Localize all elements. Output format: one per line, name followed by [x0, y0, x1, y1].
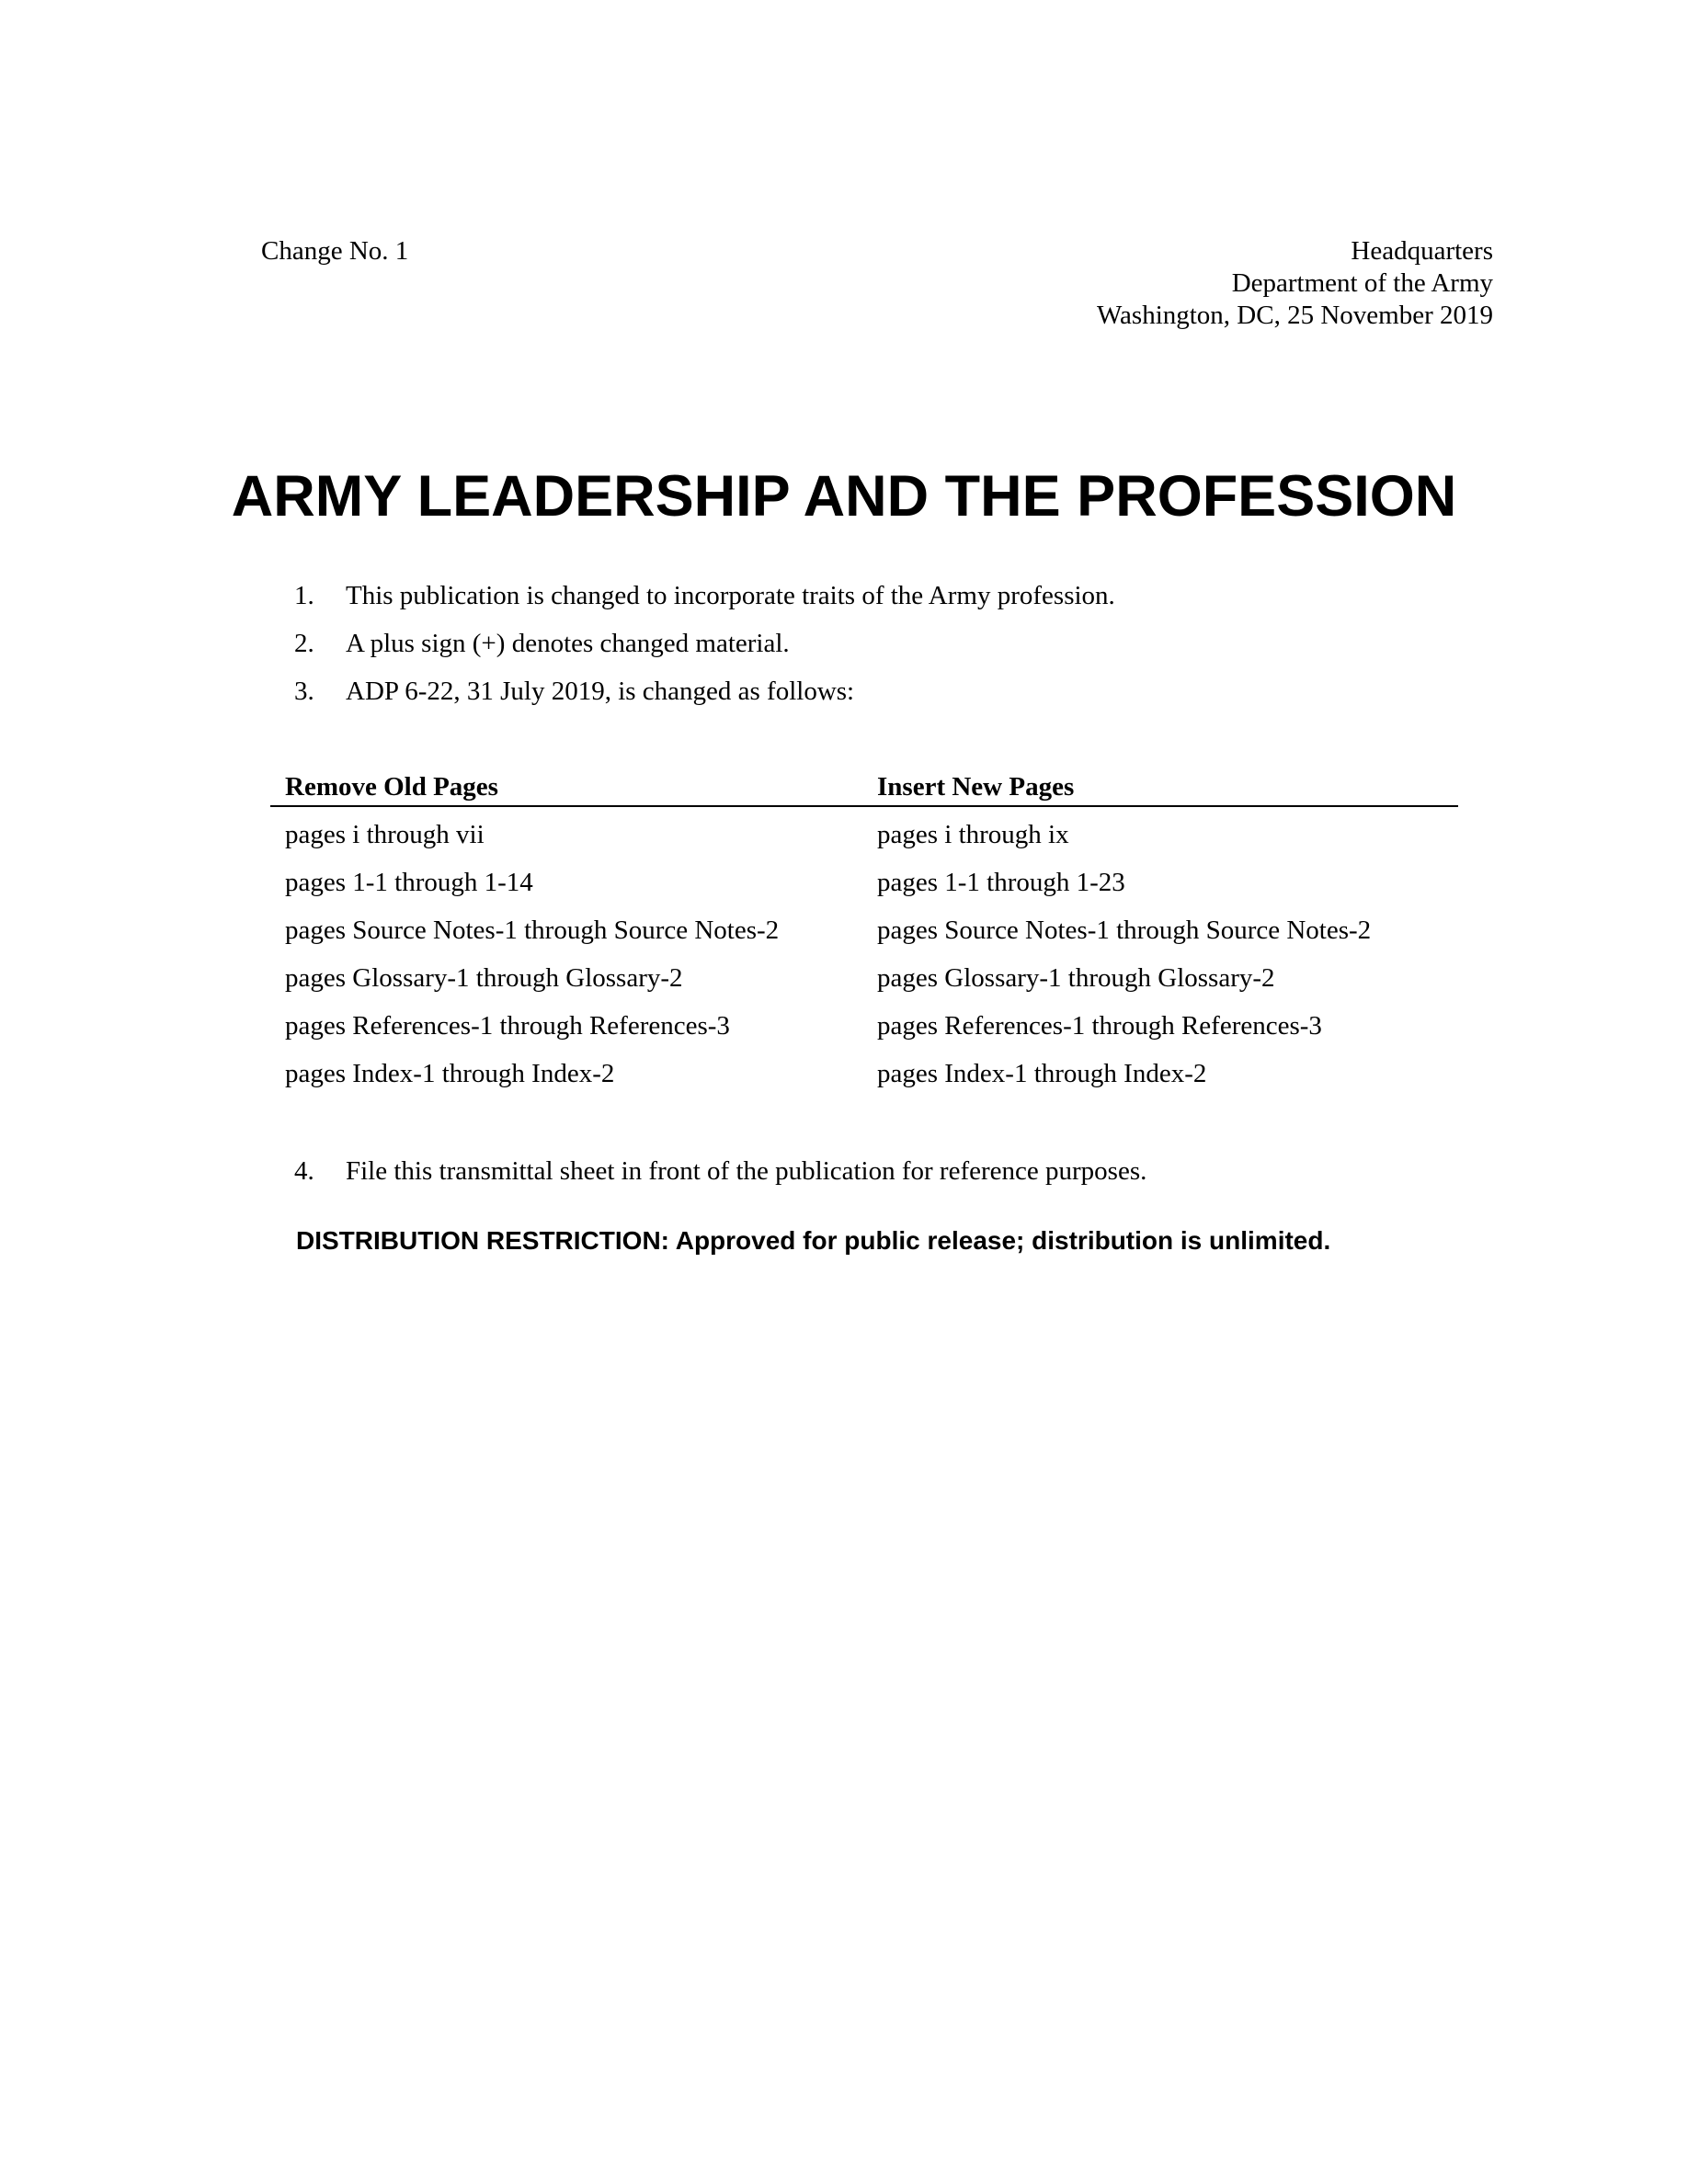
remove-pages-cell: pages i through vii	[285, 820, 485, 849]
list-item	[294, 625, 1115, 673]
hq-line-department: Department of the Army	[1231, 268, 1493, 298]
table-row	[270, 1002, 1458, 1050]
list-item-file-instruction	[294, 1153, 1146, 1189]
list-item-number: 1.	[294, 581, 314, 610]
numbered-list	[294, 577, 1115, 721]
insert-pages-cell: pages Source Notes-1 through Source Notes-2	[877, 916, 1372, 945]
hq-line-location-date: Washington, DC, 25 November 2019	[1096, 301, 1493, 330]
pages-change-table	[270, 767, 1458, 1098]
insert-pages-cell: pages Glossary-1 through Glossary-2	[877, 963, 1275, 993]
remove-pages-cell: pages Index-1 through Index-2	[285, 1059, 615, 1088]
list-item-number: 4.	[294, 1156, 314, 1186]
remove-pages-cell: pages Glossary-1 through Glossary-2	[285, 963, 683, 993]
insert-pages-cell: pages 1-1 through 1-23	[877, 868, 1125, 897]
hq-line-headquarters: Headquarters	[1351, 236, 1493, 266]
list-item	[294, 577, 1115, 625]
list-item-text: A plus sign (+) denotes changed material.	[346, 629, 790, 658]
table-row	[270, 859, 1458, 906]
list-item	[294, 673, 1115, 721]
table-row	[270, 906, 1458, 954]
list-item-number: 3.	[294, 677, 314, 706]
insert-pages-cell: pages Index-1 through Index-2	[877, 1059, 1207, 1088]
insert-pages-cell: pages i through ix	[877, 820, 1069, 849]
table-row	[270, 806, 1458, 859]
list-item-number: 2.	[294, 629, 314, 658]
list-item-text: ADP 6-22, 31 July 2019, is changed as follows:	[346, 677, 855, 706]
remove-pages-cell: pages 1-1 through 1-14	[285, 868, 533, 897]
change-number: Change No. 1	[261, 236, 409, 266]
remove-pages-cell: pages Source Notes-1 through Source Notes-2	[285, 916, 780, 945]
column-header-remove: Remove Old Pages	[270, 767, 862, 806]
table-row	[270, 954, 1458, 1002]
insert-pages-cell: pages References-1 through References-3	[877, 1011, 1322, 1041]
distribution-restriction: DISTRIBUTION RESTRICTION: Approved for public release; distribution is unlimited.	[296, 1226, 1331, 1255]
page-title: ARMY LEADERSHIP AND THE PROFESSION	[231, 464, 1457, 529]
remove-pages-cell: pages References-1 through References-3	[285, 1011, 730, 1041]
list-item-text: This publication is changed to incorporate traits of the Army profession.	[346, 581, 1115, 610]
headquarters-block	[1097, 235, 1493, 332]
table-row	[270, 1050, 1458, 1098]
list-item-text: File this transmittal sheet in front of the publication for reference purposes.	[346, 1156, 1147, 1186]
column-header-insert: Insert New Pages	[862, 767, 1458, 806]
table-header-row	[270, 767, 1458, 806]
